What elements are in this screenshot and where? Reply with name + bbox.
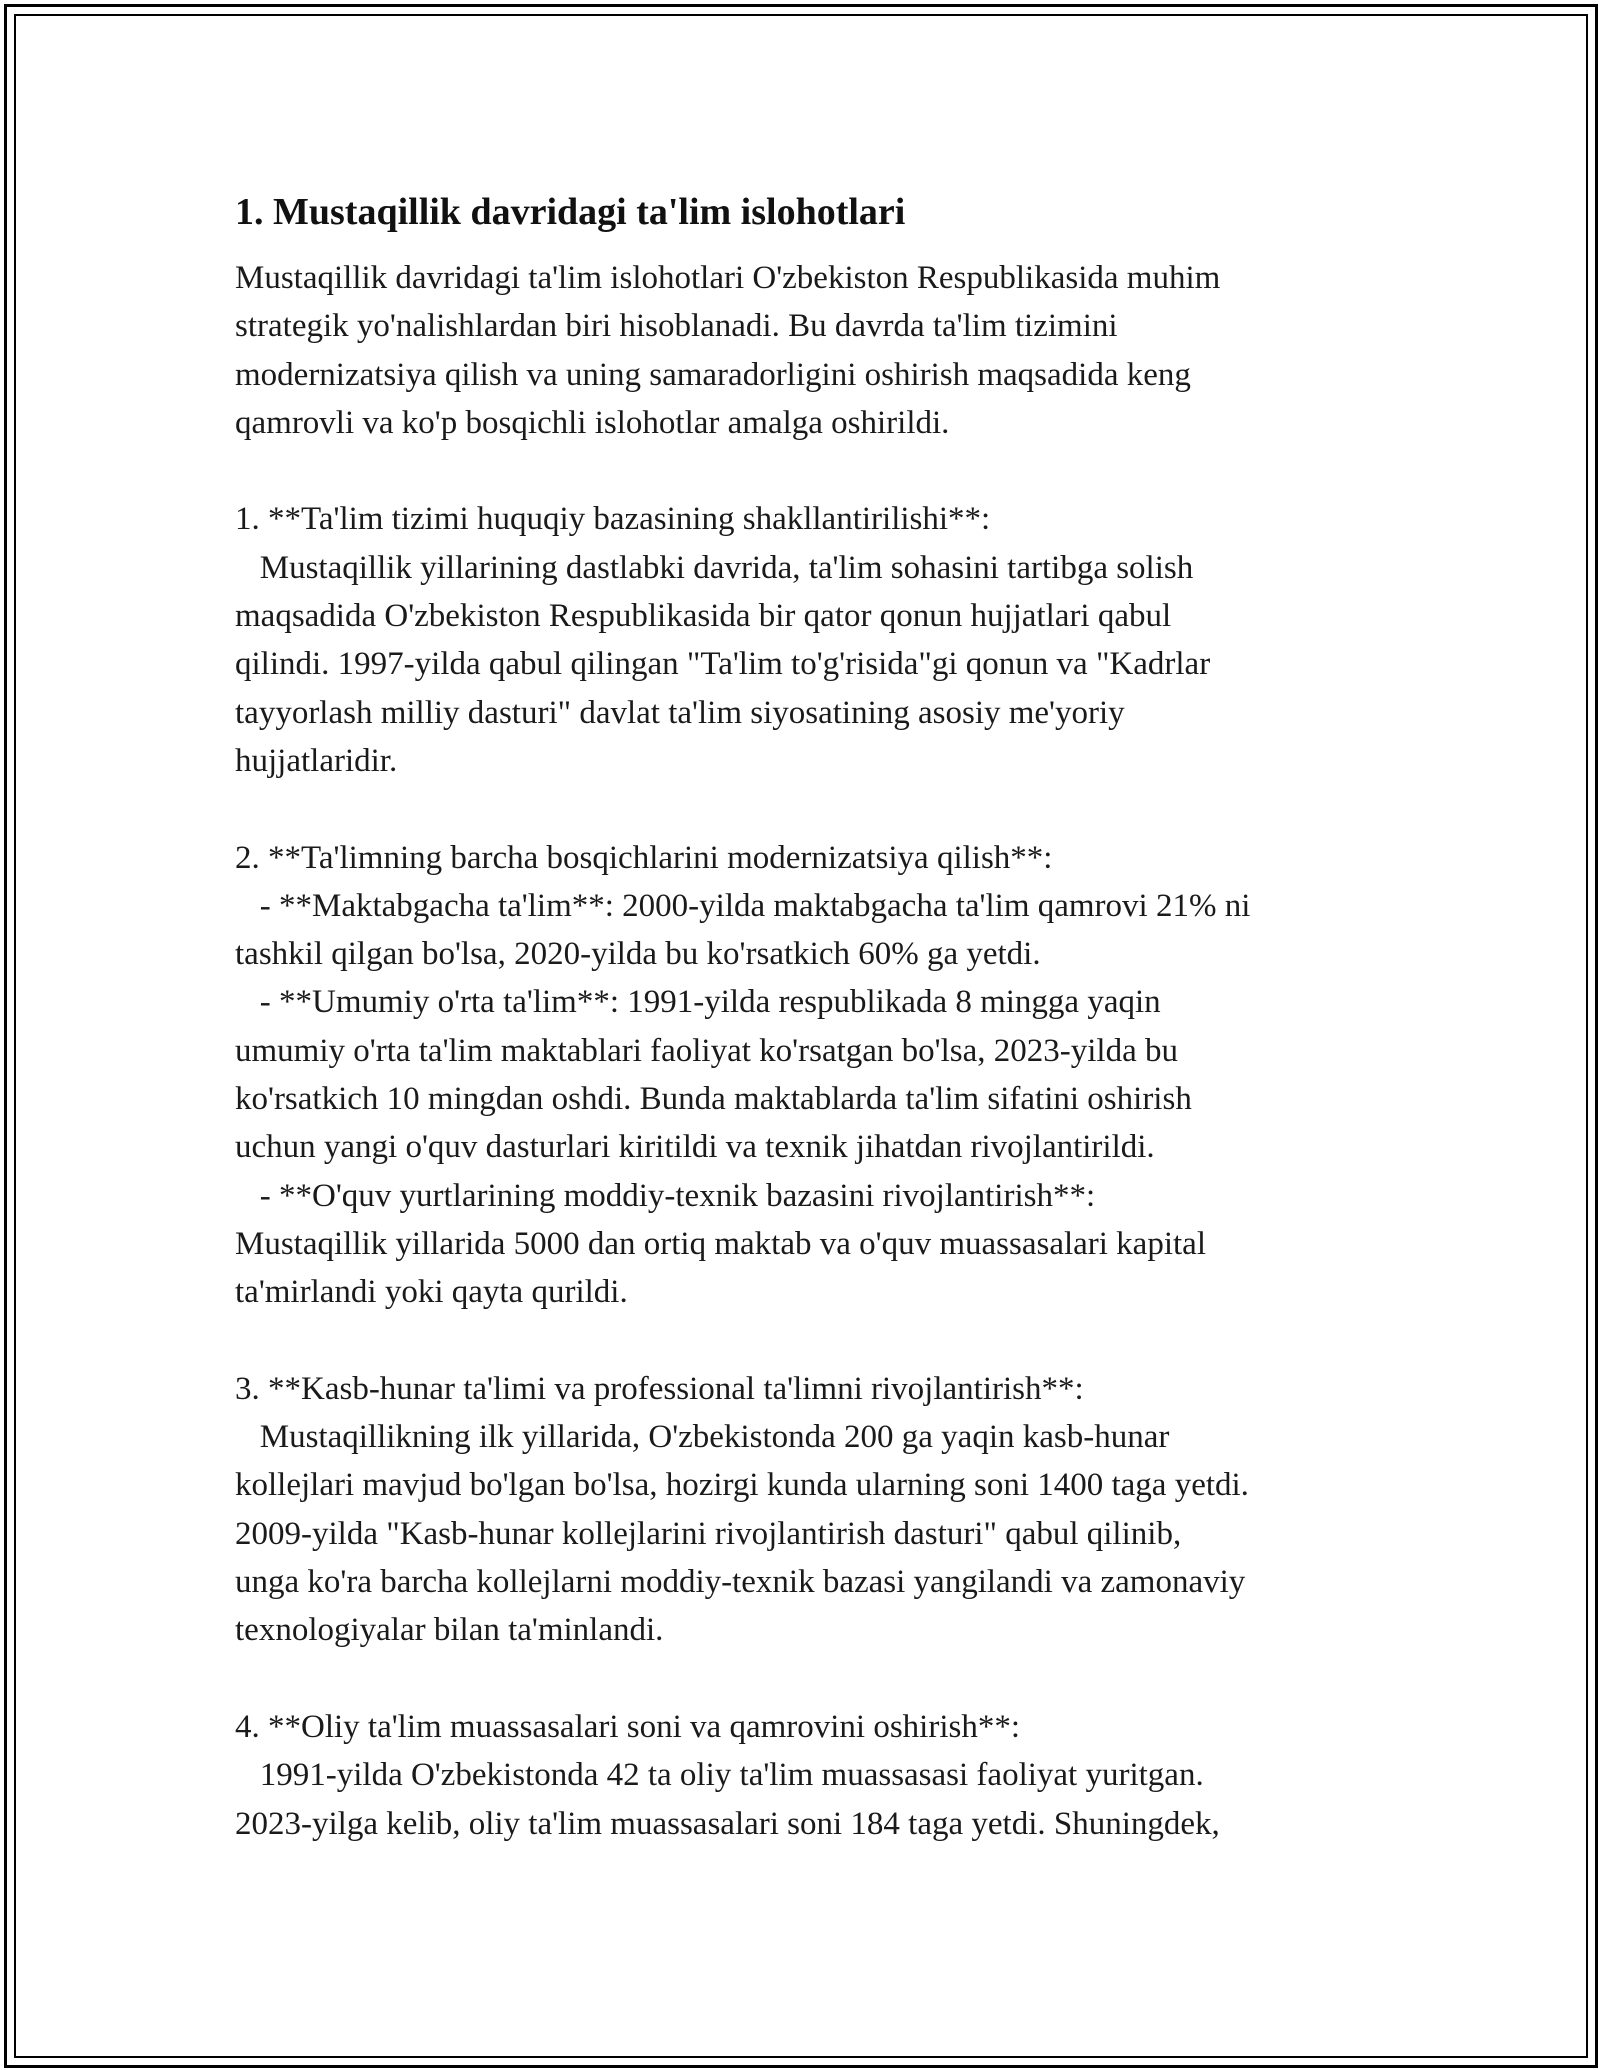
document-body: Mustaqillik davridagi ta'lim islohotlari O'zbekiston Respublikasida muhim strategik yo'nalishlardan biri hisoblanadi. Bu davrda ta'lim tizimini modernizatsiya qilish va uning samaradorligini oshirish maqsadida keng qamrovli va ko'p bosqichli islohotlar amalga oshirildi. 1. **Ta'lim tizimi huquqiy bazasining shakllantirilishi**: Mustaqillik yillarining dastlabki davrida, ta'lim sohasini tartibga solish maqsadida O'zbekiston Respublikasida bir qator qonun hujjatlari qabul qilindi. 1997-yilda qabul qilingan "Ta'lim to'g'risida"gi qonun va "Kadrlar tayyorlash milliy dasturi" davlat ta'lim siyosatining asosiy me'yoriy hujjatlaridir. 2. **Ta'limning barcha bosqichlarini modernizatsiya qilish**: - **Maktabgacha ta'lim**: 2000-yilda maktabgacha ta'lim qamrovi 21% ni tashkil qilgan bo'lsa, 2020-yilda bu ko'rsatkich 60% ga yetdi. - **Umumiy o'rta ta'lim**: 1991-yilda respublikada 8 mingga yaqin umumiy o'rta ta'lim maktablari faoliyat ko'rsatgan bo'lsa, 2023-yilda bu ko'rsatkich 10 mingdan oshdi. Bunda maktablarda ta'lim sifatini oshirish uchun yangi o'quv dasturlari kiritildi va texnik jihatdan rivojlantirildi. - **O'quv yurtlarining moddiy-texnik bazasini rivojlantirish**: Mustaqillik yillarida 5000 dan ortiq maktab va o'quv muassasalari kapital ta'mirlandi yoki qayta qurildi. 3. **Kasb-hunar ta'limi va professional ta'limni rivojlantirish**: Mustaqillikning ilk yillarida, O'zbekistonda 200 ga yaqin kasb-hunar kollejlari mavjud bo'lgan bo'lsa, hozirgi kunda ularning soni 1400 taga yetdi. 2009-yilda "Kasb-hunar kollejlarini rivojlantirish dasturi" qabul qilinib, unga ko'ra barcha kollejlarni moddiy-texnik bazasi yangilandi va zamonaviy texnologiyalar bilan ta'minlandi. 4. **Oliy ta'lim muassasalari soni va qamrovini oshirish**: 1991-yilda O'zbekistonda 42 ta oliy ta'lim muassasasi faoliyat yuritgan. 2023-yilga kelib, oliy ta'lim muassasalari soni 184 taga yetdi. Shuningdek, <box>235 260 1251 1842</box>
document-content <box>235 186 1385 1848</box>
document-title: 1. Mustaqillik davridagi ta'lim islohotlari <box>235 191 906 233</box>
